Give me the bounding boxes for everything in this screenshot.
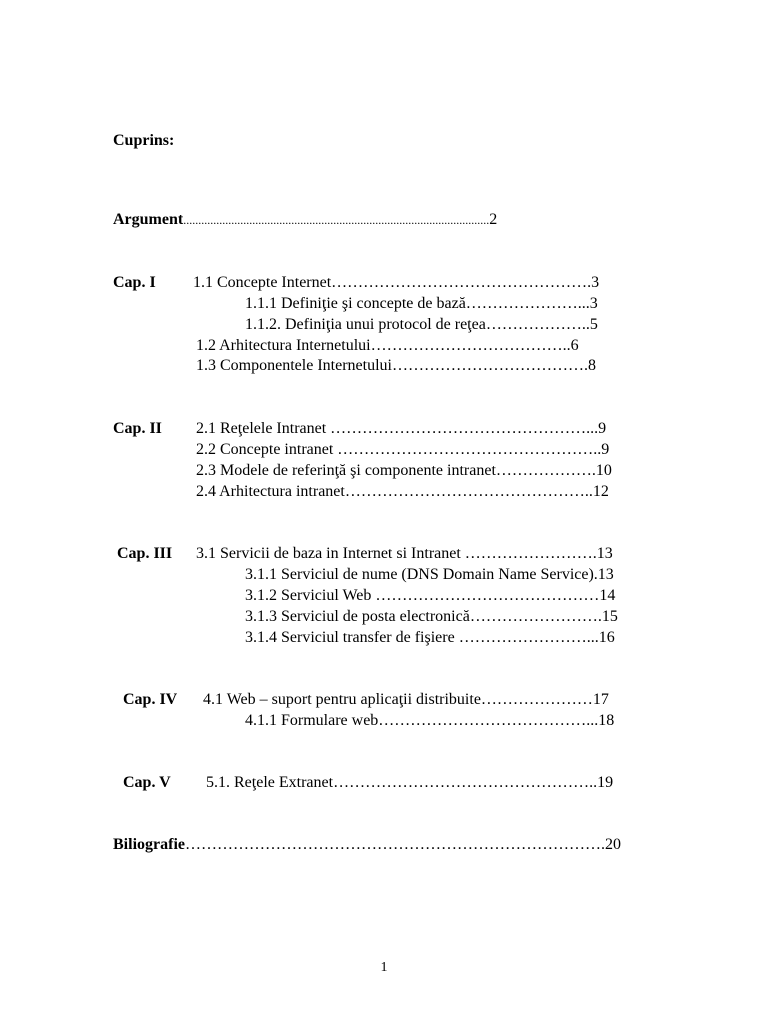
chapter-label-2: Cap. II xyxy=(113,420,162,437)
toc-entry-biliografie xyxy=(113,835,621,855)
toc-entry: 4.1 Web – suport pentru aplicaţii distribuite…………………17 xyxy=(203,691,609,708)
toc-entry: 2.3 Modele de referinţă şi componente intranet……………….10 xyxy=(196,462,612,479)
toc-entry: 3.1.4 Serviciul transfer de fişiere ……………………...16 xyxy=(245,629,615,646)
toc-entry-label: Biliografie xyxy=(113,836,185,853)
toc-entry: 2.1 Reţelele Intranet …………………………………………...9 xyxy=(196,420,607,437)
toc-entry: 4.1.1 Formulare web…………………………………...18 xyxy=(245,712,615,729)
toc-leader-dots: ...................................................................................................... xyxy=(183,213,490,227)
toc-entry-argument xyxy=(113,210,497,230)
toc-entry: 5.1. Reţele Extranet…………………………………………..19 xyxy=(206,774,614,791)
toc-entry: 1.1.1 Definiţie şi concepte de bază…………………...3 xyxy=(245,295,598,312)
chapter-label-4: Cap. IV xyxy=(123,691,178,708)
chapter-label-5: Cap. V xyxy=(123,774,171,791)
toc-entry: 3.1 Servicii de baza in Internet si Intranet …………………….13 xyxy=(196,545,613,562)
toc-page-ref: 2 xyxy=(489,211,498,228)
toc-entry: 1.1 Concepte Internet………………………………………….3 xyxy=(193,274,600,291)
toc-entry: 2.2 Concepte intranet …………………………………………..9 xyxy=(196,441,610,458)
toc-entry: 3.1.3 Serviciul de posta electronică…………………….15 xyxy=(245,608,618,625)
toc-entry: 2.4 Arhitectura intranet………………………………………..12 xyxy=(196,483,609,500)
toc-entry: 1.2 Arhitectura Internetului………………………………..6 xyxy=(196,337,579,354)
page-number: 1 xyxy=(380,960,388,975)
toc-entry: 1.3 Componentele Internetului……………………………….8 xyxy=(196,357,596,374)
toc-entry: 3.1.2 Serviciul Web ……………………………………14 xyxy=(245,587,616,604)
toc-entry-label: Argument xyxy=(113,211,184,228)
chapter-label-3: Cap. III xyxy=(117,545,173,562)
toc-entry: 3.1.1 Serviciul de nume (DNS Domain Name Service).13 xyxy=(245,566,614,583)
chapter-label-1: Cap. I xyxy=(113,274,156,291)
toc-heading: Cuprins: xyxy=(113,132,175,149)
toc-leader-dots: …………………………………………………………………….20 xyxy=(184,836,621,853)
toc-entry: 1.1.2. Definiţia unui protocol de reţea………………..5 xyxy=(245,316,598,333)
